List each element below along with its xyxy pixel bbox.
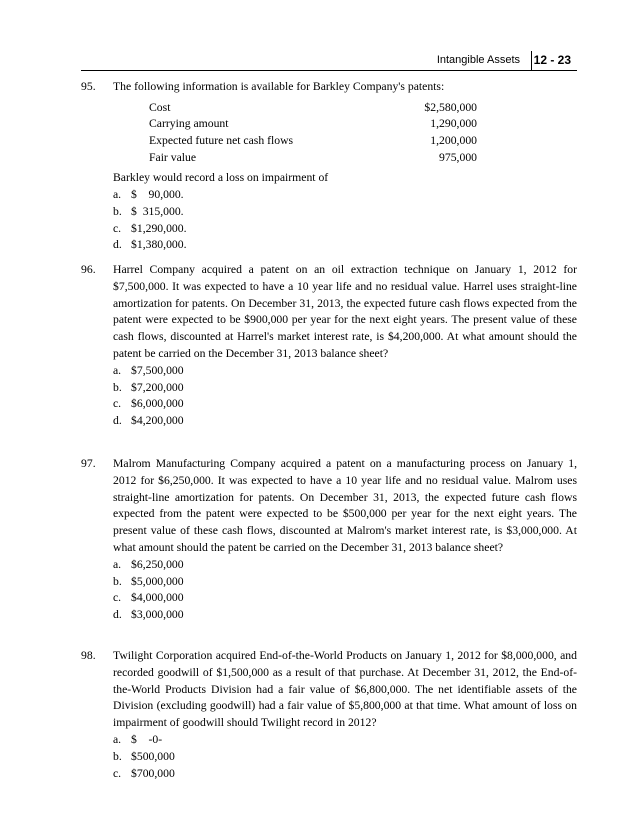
question-number: 98. bbox=[81, 649, 96, 662]
choice-letter: c. bbox=[113, 397, 122, 411]
choice-letter: b. bbox=[113, 380, 122, 394]
choice-letter: b. bbox=[113, 574, 122, 588]
question-95 bbox=[81, 79, 577, 254]
answer-choice[interactable] bbox=[113, 557, 577, 574]
fact-label: Cost bbox=[149, 100, 171, 114]
answer-choices bbox=[113, 557, 577, 624]
question-number: 97. bbox=[81, 457, 96, 470]
question-prompt: Barkley would record a loss on impairment of bbox=[113, 171, 329, 185]
question-number: 95. bbox=[81, 80, 96, 93]
answer-choice[interactable] bbox=[113, 766, 577, 783]
choice-text: $7,200,000 bbox=[131, 380, 184, 394]
choice-text: $6,250,000 bbox=[131, 557, 184, 571]
choice-text: $7,500,000 bbox=[131, 363, 184, 377]
answer-choice[interactable] bbox=[113, 380, 577, 397]
choice-text: $1,290,000. bbox=[131, 221, 187, 235]
question-stem: Malrom Manufacturing Company acquired a patent on a manufacturing process on January 1, 2012 for $6,250,000. It was expected to have a 10 year life and no residual value. Malrom uses straight-line amortization for patents. On December 31, 2013, the expected future cash flows expected from the patent were expected to be $500,000 per year for the next eight years. The present value of these cash flows, discounted at Malrom's market interest rate, is $3,000,000. At what amount should the patent be carried on the December 31, 2013 balance sheet? bbox=[113, 457, 577, 554]
choice-letter: c. bbox=[113, 221, 122, 235]
fact-value: 1,200,000 bbox=[430, 133, 477, 147]
choice-text: $1,380,000. bbox=[131, 238, 187, 252]
answer-choice[interactable] bbox=[113, 732, 577, 749]
choice-text: $6,000,000 bbox=[131, 397, 184, 411]
answer-choices bbox=[113, 732, 577, 782]
choice-text: $5,000,000 bbox=[131, 574, 184, 588]
choice-letter: d. bbox=[113, 238, 122, 252]
choice-text: $ 315,000. bbox=[131, 204, 184, 218]
choice-letter: a. bbox=[113, 732, 122, 746]
page-header bbox=[81, 51, 577, 71]
choice-letter: d. bbox=[113, 608, 122, 622]
fact-row bbox=[149, 116, 477, 133]
choice-text: $4,200,000 bbox=[131, 414, 184, 428]
question-97 bbox=[81, 456, 577, 624]
answer-choice[interactable] bbox=[113, 749, 577, 766]
answer-choice[interactable] bbox=[113, 396, 577, 413]
choice-letter: b. bbox=[113, 749, 122, 763]
choice-text: $4,000,000 bbox=[131, 591, 184, 605]
page-number: 12 - 23 bbox=[533, 53, 571, 67]
answer-choice[interactable] bbox=[113, 204, 577, 221]
choice-letter: d. bbox=[113, 414, 122, 428]
choice-text: $ 90,000. bbox=[131, 187, 184, 201]
facts-table bbox=[149, 100, 477, 166]
answer-choice[interactable] bbox=[113, 607, 577, 624]
answer-choice[interactable] bbox=[113, 187, 577, 204]
answer-choice[interactable] bbox=[113, 590, 577, 607]
choice-letter: a. bbox=[113, 187, 122, 201]
choice-letter: c. bbox=[113, 766, 122, 780]
fact-label: Expected future net cash flows bbox=[149, 133, 294, 147]
header-divider bbox=[531, 51, 532, 71]
choice-letter: c. bbox=[113, 591, 122, 605]
choice-letter: a. bbox=[113, 557, 122, 571]
fact-label: Fair value bbox=[149, 150, 197, 164]
answer-choice[interactable] bbox=[113, 221, 577, 238]
choice-letter: a. bbox=[113, 363, 122, 377]
fact-row bbox=[149, 133, 477, 150]
answer-choice[interactable] bbox=[113, 413, 577, 430]
fact-value: 975,000 bbox=[439, 150, 477, 164]
fact-row bbox=[149, 150, 477, 167]
fact-value: 1,290,000 bbox=[430, 117, 477, 131]
answer-choice[interactable] bbox=[113, 574, 577, 591]
fact-value: $2,580,000 bbox=[424, 100, 477, 114]
choice-text: $3,000,000 bbox=[131, 608, 184, 622]
answer-choices bbox=[113, 363, 577, 430]
answer-choices bbox=[113, 187, 577, 254]
fact-row bbox=[149, 100, 477, 117]
header-rule bbox=[81, 70, 577, 71]
choice-text: $ -0- bbox=[131, 732, 163, 746]
question-96 bbox=[81, 262, 577, 430]
fact-label: Carrying amount bbox=[149, 117, 229, 131]
choice-text: $500,000 bbox=[131, 749, 175, 763]
answer-choice[interactable] bbox=[113, 363, 577, 380]
question-98 bbox=[81, 648, 577, 782]
answer-choice[interactable] bbox=[113, 237, 577, 254]
question-stem: The following information is available for Barkley Company's patents: bbox=[113, 80, 445, 93]
question-stem: Twilight Corporation acquired End-of-the-World Products on January 1, 2012 for $8,000,000, and recorded goodwill of $1,500,000 as a result of that purchase. At December 31, 2012, the End-of-the-World Products Division had a fair value of $6,800,000. The net identifiable assets of the Division (excluding goodwill) had a fair value of $5,800,000 at that time. What amount of loss on impairment of goodwill should Twilight record in 2012? bbox=[113, 649, 577, 730]
choice-letter: b. bbox=[113, 204, 122, 218]
section-title: Intangible Assets bbox=[436, 54, 520, 66]
choice-text: $700,000 bbox=[131, 766, 175, 780]
question-number: 96. bbox=[81, 263, 96, 276]
question-stem: Harrel Company acquired a patent on an oil extraction technique on January 1, 2012 for $7,500,000. It was expected to have a 10 year life and no residual value. Harrel uses straight-line amortization for patents. On December 31, 2013, the expected future cash flows expected from the patent were expected to be $900,000 per year for the next eight years. The present value of these cash flows, discounted at Harrel's market interest rate, is $4,200,000. At what amount should the patent be carried on the December 31, 2013 balance sheet? bbox=[113, 263, 577, 360]
